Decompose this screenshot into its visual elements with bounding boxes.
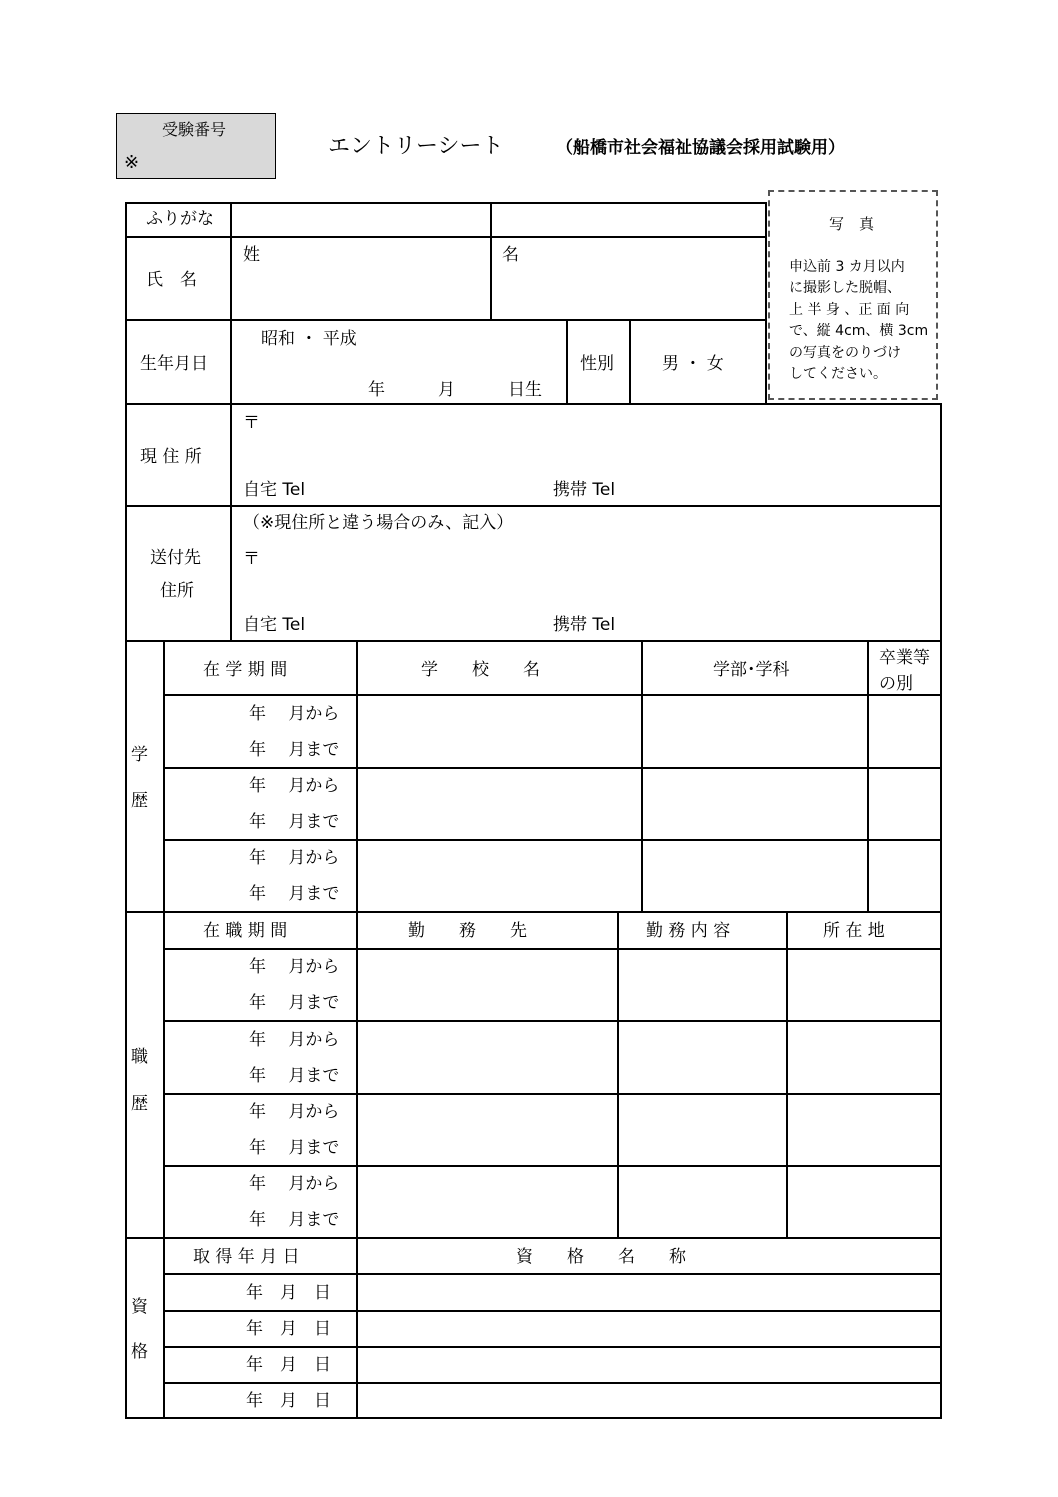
education-from: 年 月から	[249, 704, 340, 724]
work-from: 年 月から	[249, 1102, 340, 1122]
mailing-postal-mark: 〒	[243, 549, 260, 569]
furigana-label: ふりがな	[146, 209, 214, 229]
name-label: 氏 名	[146, 270, 197, 290]
photo-note-line: の写真をのりづけ	[789, 345, 901, 361]
postal-mark: 〒	[243, 413, 260, 433]
photo-title: 写 真	[829, 215, 875, 233]
qualification-date: 年 月 日	[246, 1391, 331, 1411]
education-to: 年 月まで	[249, 740, 340, 760]
employer-field[interactable]	[358, 1095, 617, 1165]
education-faculty-header: 学部･学科	[713, 660, 790, 680]
photo-note-line: に撮影した脱帽、	[789, 280, 901, 296]
furigana-given-field[interactable]	[492, 204, 765, 236]
education-side-label: 歴	[131, 791, 148, 811]
page-subtitle: （船橋市社会福祉協議会採用試験用）	[556, 138, 845, 158]
work-period-header: 在 職 期 間	[203, 921, 288, 941]
birth-day-unit: 日生	[508, 380, 542, 400]
exam-number-mark: ※	[124, 152, 140, 173]
work-to: 年 月まで	[249, 993, 340, 1013]
work-to: 年 月まで	[249, 1066, 340, 1086]
work-from: 年 月から	[249, 1174, 340, 1194]
gender-label: 性別	[580, 354, 614, 374]
furigana-surname-field[interactable]	[232, 204, 490, 236]
work-location-header: 所 在 地	[823, 921, 885, 941]
qualification-date: 年 月 日	[246, 1283, 331, 1303]
education-period-header: 在 学 期 間	[203, 660, 288, 680]
photo-note-line: 申込前 3 カ月以内	[789, 259, 905, 275]
qualification-name-field[interactable]	[358, 1384, 940, 1417]
work-side-label: 歴	[131, 1094, 148, 1114]
mailing-label-line1: 送付先	[150, 548, 201, 568]
qualification-side-label: 資	[131, 1297, 148, 1317]
mailing-label-line2: 住所	[160, 581, 194, 601]
mailing-note: （※現住所と違う場合のみ、記入）	[243, 513, 514, 533]
education-to: 年 月まで	[249, 884, 340, 904]
surname-label: 姓	[243, 245, 260, 265]
work-to: 年 月まで	[249, 1210, 340, 1230]
photo-note-line: 上 半 身 、正 面 向	[789, 302, 910, 318]
qualification-name-field[interactable]	[358, 1312, 940, 1346]
given-name-field[interactable]	[492, 238, 765, 319]
photo-note-line: してください。	[789, 366, 887, 382]
address-field[interactable]	[262, 407, 938, 467]
qualification-date: 年 月 日	[246, 1319, 331, 1339]
qualification-name-field[interactable]	[358, 1275, 940, 1310]
gender-options[interactable]: 男 ・ 女	[662, 354, 724, 374]
surname-field[interactable]	[232, 238, 490, 319]
address-label: 現 住 所	[140, 447, 202, 467]
education-from: 年 月から	[249, 848, 340, 868]
given-name-label: 名	[502, 245, 519, 265]
mobile-tel-label: 携帯 Tel	[553, 480, 616, 500]
photo-note-line: で、縦 4cm、横 3cm	[789, 323, 929, 339]
work-from: 年 月から	[249, 1030, 340, 1050]
qualification-date: 年 月 日	[246, 1355, 331, 1375]
era-options[interactable]: 昭和 ・ 平成	[261, 329, 357, 349]
birth-date-label: 生年月日	[140, 354, 208, 374]
birth-month-unit: 月	[438, 380, 455, 400]
school-name-field[interactable]	[358, 696, 641, 767]
exam-number-label: 受験番号	[162, 120, 227, 139]
mailing-address-field[interactable]	[262, 540, 938, 605]
page-title: エントリーシート	[328, 134, 504, 159]
employer-field[interactable]	[358, 1022, 617, 1093]
education-from: 年 月から	[249, 776, 340, 796]
qualification-date-header: 取 得 年 月 日	[193, 1247, 300, 1267]
work-side-label: 職	[131, 1047, 148, 1067]
education-to: 年 月まで	[249, 812, 340, 832]
education-grad-header: の別	[879, 674, 913, 694]
qualification-side-label: 格	[131, 1342, 148, 1362]
education-school-header: 学 校 名	[421, 660, 540, 680]
mailing-home-tel-label: 自宅 Tel	[243, 615, 306, 635]
school-name-field[interactable]	[358, 841, 641, 911]
work-employer-header: 勤 務 先	[408, 921, 527, 941]
employer-field[interactable]	[358, 950, 617, 1020]
work-to: 年 月まで	[249, 1138, 340, 1158]
work-duties-header: 勤 務 内 容	[646, 921, 731, 941]
qualification-name-field[interactable]	[358, 1348, 940, 1382]
qualification-name-header: 資 格 名 称	[516, 1247, 686, 1267]
home-tel-label: 自宅 Tel	[243, 480, 306, 500]
mailing-mobile-tel-label: 携帯 Tel	[553, 615, 616, 635]
employer-field[interactable]	[358, 1167, 617, 1237]
education-side-label: 学	[131, 745, 148, 765]
birth-year-unit: 年	[368, 380, 385, 400]
school-name-field[interactable]	[358, 769, 641, 839]
work-from: 年 月から	[249, 957, 340, 977]
education-grad-header: 卒業等	[879, 648, 930, 668]
